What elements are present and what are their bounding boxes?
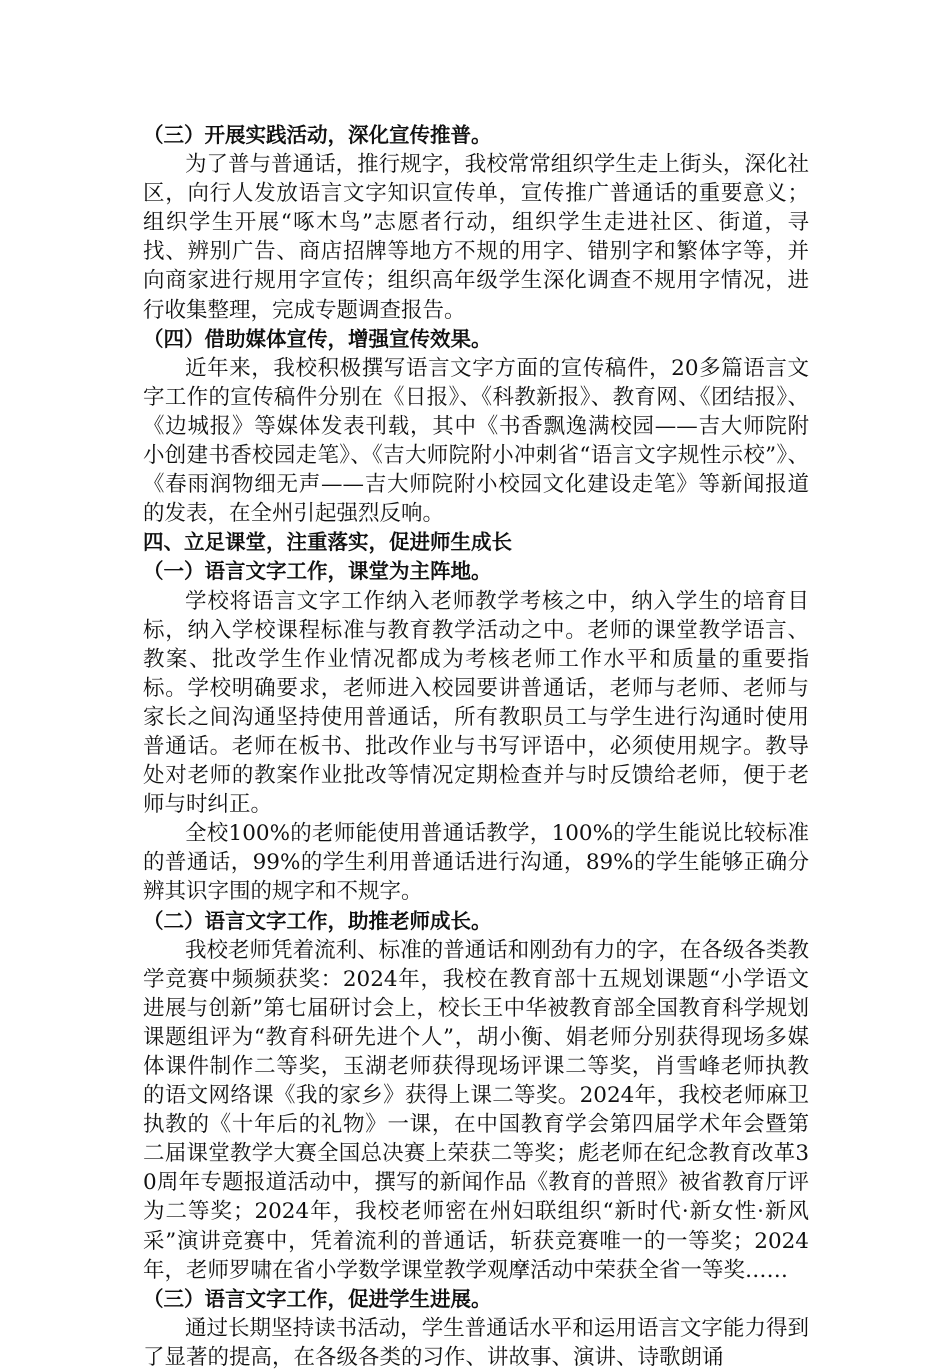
section-heading-classroom-main: （一）语言文字工作，课堂为主阵地。 (143, 559, 492, 584)
section-heading-student-progress: （三）语言文字工作，促进学生进展。 (143, 1286, 492, 1311)
section-heading-practice-activities: （三）开展实践活动，深化宣传推普。 (143, 123, 492, 147)
paragraph-classroom-main: 学校将语言文字工作纳入老师教学考核之中，纳入学生的培育目标，纳入学校课程标准与教育教学活动之中。老师的课堂教学语言、教案、批改学生作业情况都成为考核老师工作水平和质量的重要指标。学校明确要求，老师进入校园要讲普通话，老师与老师、老师与家长之间沟通坚持使用普通话，所有教职员工与学生进行沟通时使用普通话。老师在板书、批改作业与书写评语中，必须使用规字。教导处对老师的教案作业批改等情况定期检查并与时反馈给老师，便于老师与时纠正。 (143, 588, 809, 818)
section-heading-teacher-growth: （二）语言文字工作，助推老师成长。 (143, 908, 492, 933)
paragraph-media-publicity: 近年来，我校积极撰写语言文字方面的宣传稿件，20多篇语言文字工作的宣传稿件分别在《日报》、《科教新报》、教育网、《团结报》、《边城报》等媒体发表刊载，其中《书香飘逸满校园——吉大师院附小创建书香校园走笔》、《吉大师院附小冲刺省“语言文字规性示校”》、《春雨润物细无声——吉大师院附小校园文化建设走笔》等新闻报道的发表，在全州引起强烈反响。 (143, 355, 809, 527)
paragraph-teacher-growth: 我校老师凭着流利、标准的普通话和刚劲有力的字，在各级各类教学竞赛中频频获奖：2024年，我校在教育部十五规划课题“小学语文进展与创新”第七届研讨会上，校长王中华被教育部全国教育科学规划课题组评为“教育科研先进个人”，胡小衡、娟老师分别获得现场多媒体课件制作二等奖，玉湖老师获得现场评课二等奖，肖雪峰老师执教的语文网络课《我的家乡》获得上课二等奖。2024年，我校老师麻卫执教的《十年后的礼物》一课，在中国教育学会第四届学术年会暨第二届课堂教学大赛全国总决赛上荣获二等奖；彪老师在纪念教育改革30周年专题报道活动中，撰写的新闻作品《教育的普照》被省教育厅评为二等奖；2024年，我校老师密在州妇联组织“新时代·新女性·新风采”演讲竞赛中，凭着流利的普通话，斩获竞赛唯一的一等奖；2024年，老师罗啸在省小学数学课堂教学观摩活动中荣获全省一等奖…… (143, 937, 809, 1283)
paragraph-statistics: 全校100%的老师能使用普通话教学，100%的学生能说比较标准的普通话，99%的学生利用普通话进行沟通，89%的学生能够正确分辨其识字围的规字和不规字。 (143, 821, 809, 905)
chapter-heading-classroom: 四、立足课堂，注重落实，促进师生成长 (143, 530, 512, 555)
paragraph-practice-activities: 为了普与普通话，推行规字，我校常常组织学生走上街头，深化社区，向行人发放语言文字知识宣传单，宣传推广普通话的重要意义；组织学生开展“啄木鸟”志愿者行动，组织学生走进社区、街道，寻找、辨别广告、商店招牌等地方不规的用字、错别字和繁体字等，并向商家进行规用字宣传；组织高年级学生深化调查不规用字情况，进行收集整理，完成专题调查报告。 (143, 152, 809, 323)
paragraph-student-progress: 通过长期坚持读书活动，学生普通话水平和运用语言文字能力得到了显著的提高，在各级各类的习作、讲故事、演讲、诗歌朗诵 (143, 1315, 809, 1370)
section-heading-media-publicity: （四）借助媒体宣传，增强宣传效果。 (143, 326, 492, 351)
document-body (143, 121, 809, 1372)
